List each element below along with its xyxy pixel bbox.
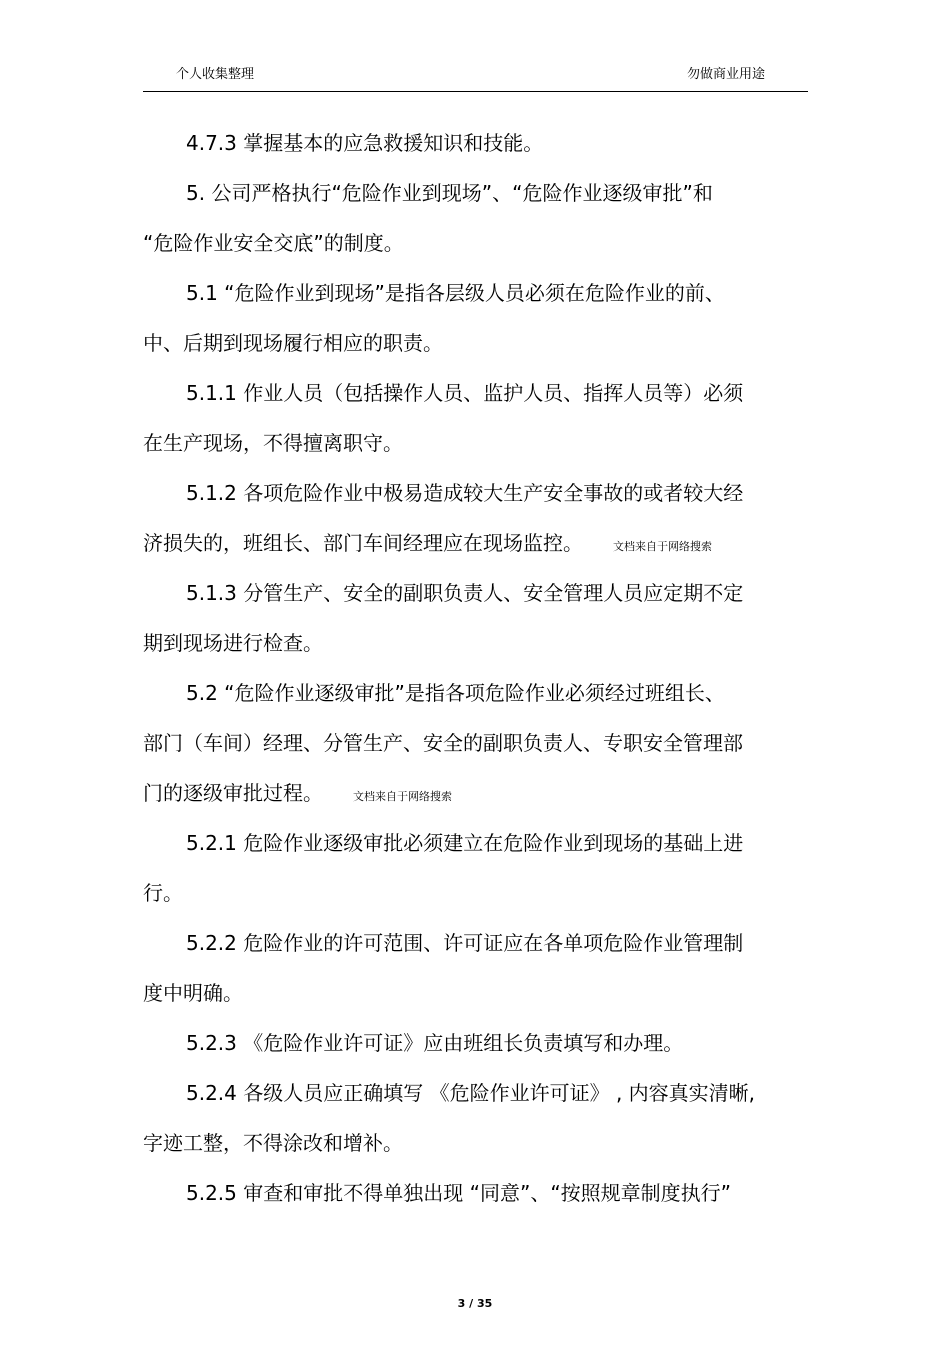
- paragraph-text: 门的逐级审批过程。: [143, 781, 323, 805]
- paragraph-line: 5.1.2 各项危险作业中极易造成较大生产安全事故的或者较大经: [186, 481, 744, 505]
- paragraph-line: 5.1.1 作业人员（包括操作人员、监护人员、指挥人员等）必须: [186, 381, 744, 405]
- page-number: 3 / 35: [457, 1297, 493, 1310]
- paragraph-line: 5.1.3 分管生产、安全的副职负责人、安全管理人员应定期不定: [186, 581, 744, 605]
- header-right-text: 勿做商业用途: [686, 67, 765, 82]
- paragraph-line: 在生产现场，不得擅离职守。: [143, 431, 403, 455]
- paragraph-line: 行。: [143, 881, 183, 905]
- paragraph-line: [143, 530, 712, 560]
- header-left-text: 个人收集整理: [176, 67, 255, 82]
- header-divider: [143, 91, 808, 92]
- paragraph-line: 期到现场进行检查。: [143, 631, 323, 655]
- paragraph-line: 5.2.2 危险作业的许可范围、许可证应在各单项危险作业管理制: [186, 931, 744, 955]
- paragraph-line: 5.2 “危险作业逐级审批”是指各项危险作业必须经过班组长、: [186, 681, 725, 705]
- paragraph-line: 5.2.5 审查和审批不得单独出现 “同意”、“按照规章制度执行”: [186, 1181, 732, 1205]
- paragraph-line: 5.2.3 《危险作业许可证》应由班组长负责填写和办理。: [186, 1031, 684, 1055]
- paragraph-line: 5.2.1 危险作业逐级审批必须建立在危险作业到现场的基础上进: [186, 831, 744, 855]
- paragraph-line: 5.1 “危险作业到现场”是指各层级人员必须在危险作业的前、: [186, 281, 725, 305]
- paragraph-line: [143, 780, 452, 810]
- paragraph-line: “危险作业安全交底”的制度。: [143, 231, 404, 255]
- paragraph-line: 5.2.4 各级人员应正确填写 《危险作业许可证》 , 内容真实清晰,: [186, 1081, 756, 1105]
- paragraph-text: 济损失的，班组长、部门车间经理应在现场监控。: [143, 531, 583, 555]
- paragraph-line: 部门（车间）经理、分管生产、安全的副职负责人、专职安全管理部: [143, 731, 743, 755]
- paragraph-line: 度中明确。: [143, 981, 243, 1005]
- paragraph-line: 中、后期到现场履行相应的职责。: [143, 331, 443, 355]
- paragraph-line: 4.7.3 掌握基本的应急救援知识和技能。: [186, 131, 544, 155]
- paragraph-line: 字迹工整，不得涂改和增补。: [143, 1131, 403, 1155]
- paragraph-line: 5. 公司严格执行“危险作业到现场”、“危险作业逐级审批”和: [186, 181, 713, 205]
- source-note: 文档来自于网络搜索: [353, 790, 452, 803]
- source-note: 文档来自于网络搜索: [613, 540, 712, 553]
